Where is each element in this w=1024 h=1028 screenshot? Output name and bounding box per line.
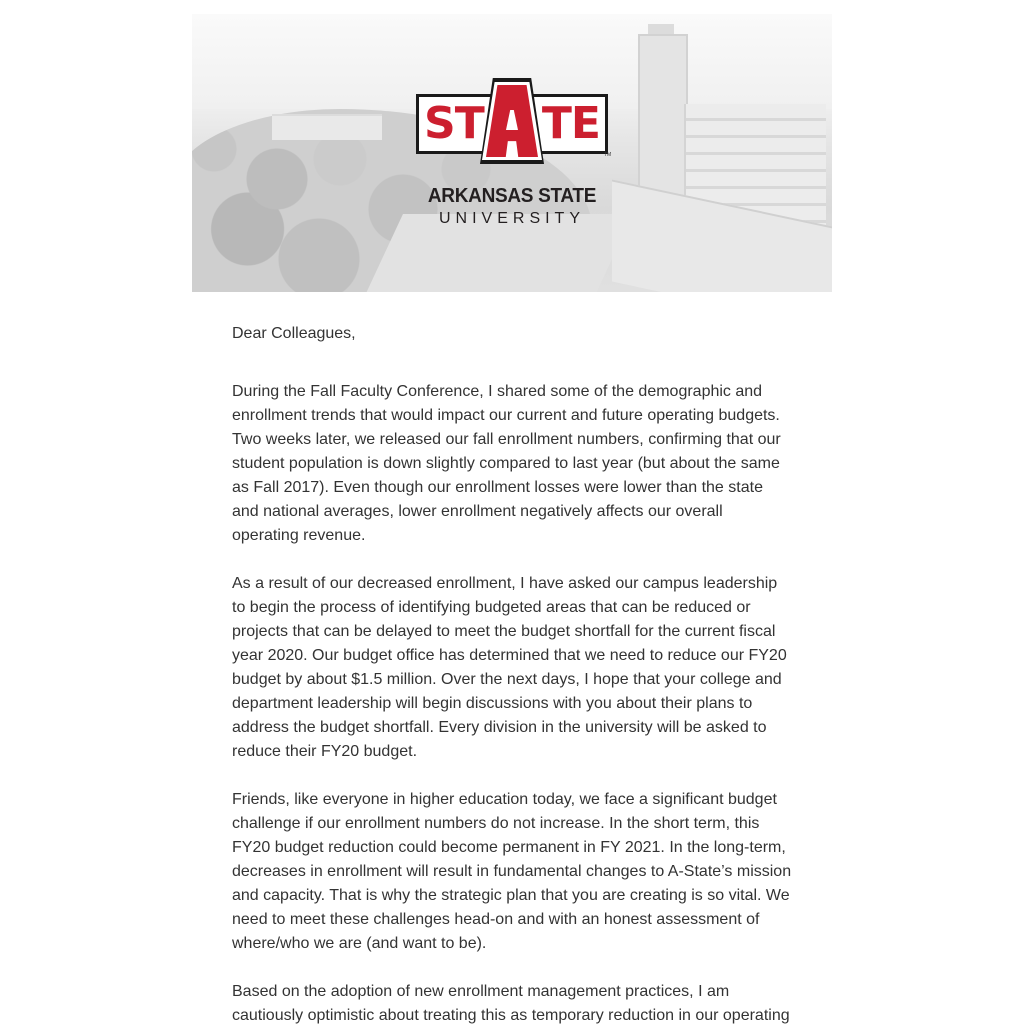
greeting: Dear Colleagues,	[232, 325, 356, 342]
header-banner	[192, 14, 832, 292]
paragraph-2: As a result of our decreased enrollment, I have asked our campus leadership to begin the process of identifying budgeted areas that can be reduced or projects that can be delayed to meet the budget shortfall for the current fiscal year 2020. Our budget office has determined that we need to reduce our FY20 budget by about $1.5 million. Over the next days, I hope that your college and department leadership will begin discussions with you about their plans to address the budget shortfall. Every division in the university will be asked to reduce their FY20 budget.	[232, 575, 787, 760]
university-subtitle: UNIVERSITY	[438, 210, 585, 227]
banner-far-building	[272, 114, 382, 140]
email-message	[192, 14, 832, 1028]
letter-body	[192, 322, 832, 1028]
trademark-mark: TM	[604, 152, 612, 158]
paragraph-4: Based on the adoption of new enrollment management practices, I am cautiously optimistic about treating this as temporary reduction in our operating	[232, 983, 790, 1024]
arkansas-state-logo	[416, 80, 612, 232]
paragraph-1: During the Fall Faculty Conference, I shared some of the demographic and enrollment trends that would impact our current and future operating budgets. Two weeks later, we released our fall enrollment numbers, confirming that our student population is down slightly compared to last year (but about the same as Fall 2017). Even though our enrollment losses were lower than the state and national averages, lower enrollment negatively affects our overall operating revenue.	[232, 383, 781, 544]
logo-letters-right: TE	[541, 98, 600, 149]
paragraph-3: Friends, like everyone in higher education today, we face a significant budget challenge if our enrollment numbers do not increase. In the short term, this FY20 budget reduction could become permanent in FY 2021. In the long-term, decreases in enrollment will result in fundamental changes to A-State’s mission and capacity. That is why the strategic plan that you are creating is so vital. We need to meet these challenges head-on and with an honest assessment of where/who we are (and want to be).	[232, 791, 792, 952]
university-name: ARKANSAS STATE	[427, 185, 597, 208]
logo-letters-left: ST	[424, 98, 484, 149]
